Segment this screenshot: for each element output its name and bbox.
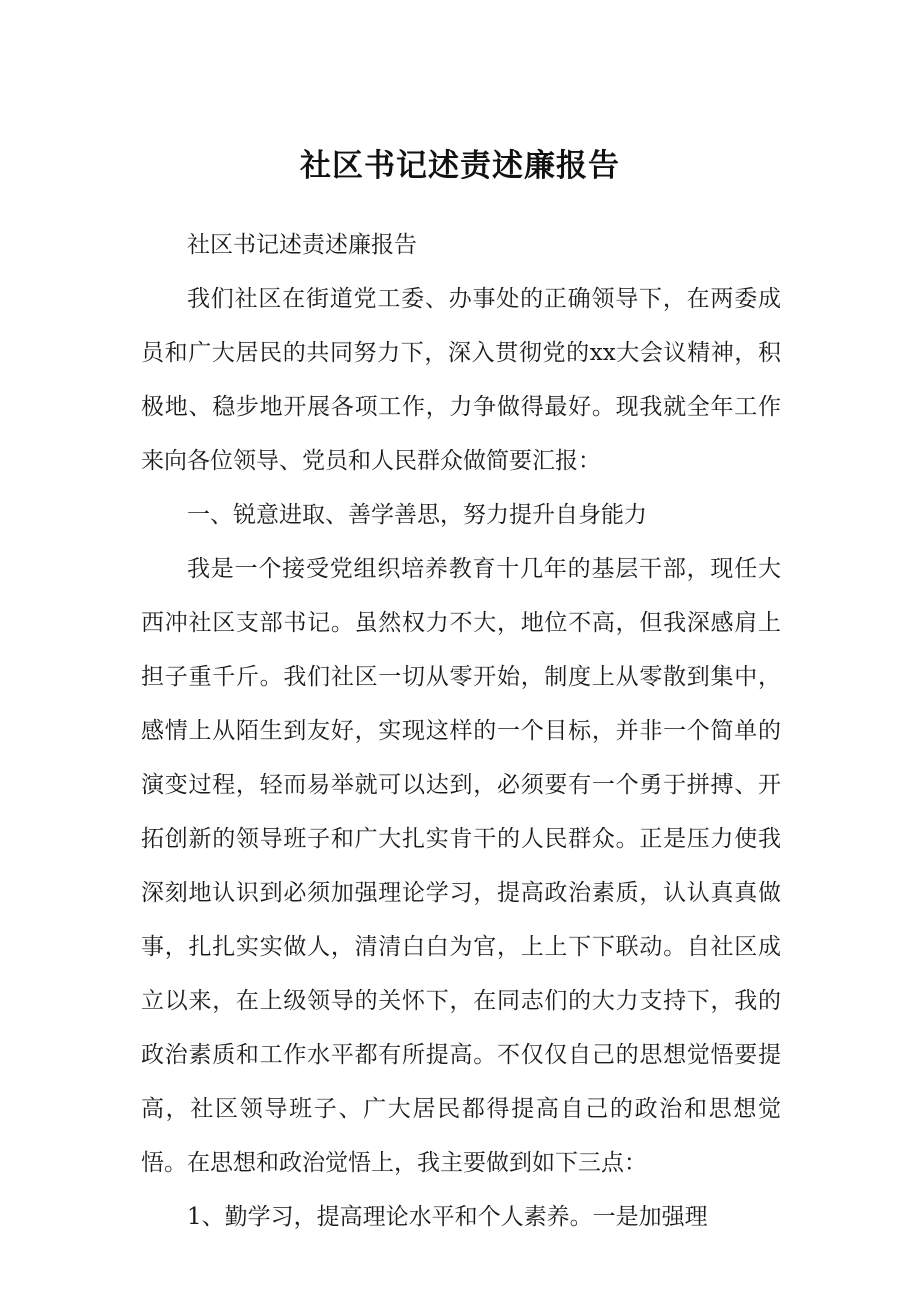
document-title: 社区书记述责述廉报告 [300, 148, 620, 184]
document-body [141, 218, 781, 1244]
paragraph-intro: 我们社区在街道党工委、办事处的正确领导下，在两委成员和广大居民的共同努力下，深入贯彻党的xx大会议精神，积极地、稳步地开展各项工作，力争做得最好。现我就全年工作来向各位领导、党员和人民群众做简要汇报： [141, 286, 781, 474]
paragraph-item-1: 1、勤学习，提高理论水平和个人素养。一是加强理 [187, 1204, 708, 1230]
paragraph-subtitle: 社区书记述责述廉报告 [187, 232, 417, 258]
paragraph-section-1: 我是一个接受党组织培养教育十几年的基层干部，现任大西冲社区支部书记。虽然权力不大，地位不高，但我深感肩上担子重千斤。我们社区一切从零开始，制度上从零散到集中，感情上从陌生到友好，实现这样的一个目标，并非一个简单的演变过程，轻而易举就可以达到，必须要有一个勇于拼搏、开拓创新的领导班子和广大扎实肯干的人民群众。正是压力使我深刻地认识到必须加强理论学习，提高政治素质，认认真真做事，扎扎实实做人，清清白白为官，上上下下联动。自社区成立以来，在上级领导的关怀下，在同志们的大力支持下，我的政治素质和工作水平都有所提高。不仅仅自己的思想觉悟要提高，社区领导班子、广大居民都得提高自己的政治和思想觉悟。在思想和政治觉悟上，我主要做到如下三点： [141, 556, 781, 1176]
section-heading-1: 一、锐意进取、善学善思，努力提升自身能力 [187, 502, 647, 528]
